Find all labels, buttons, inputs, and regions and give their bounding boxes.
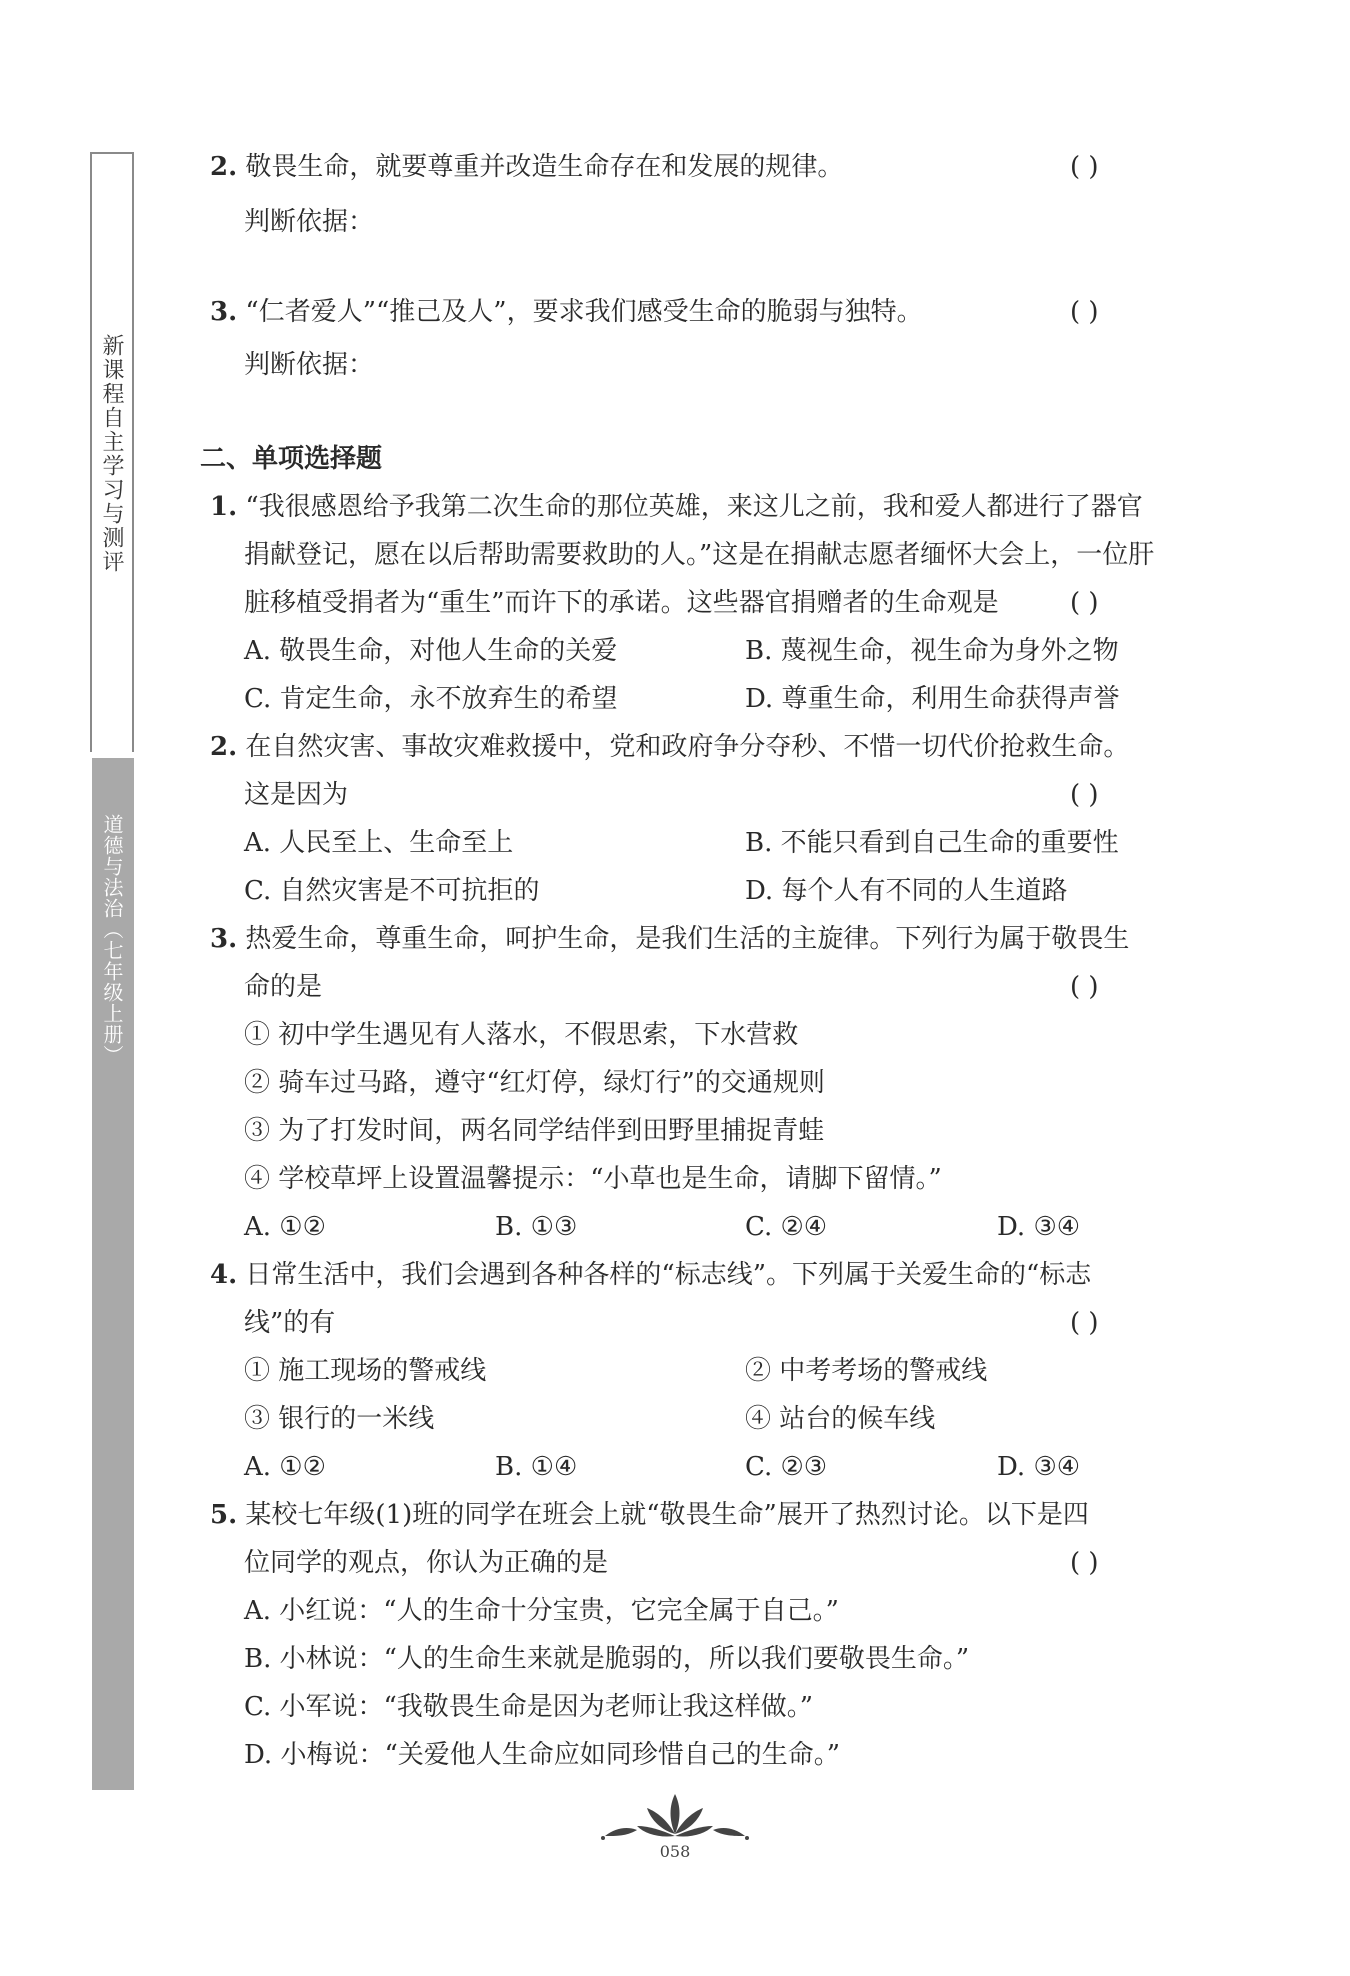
- subject-title: 道德与法治（七年级上册）: [100, 814, 124, 1066]
- question-text-line: 捐献登记，愿在以后帮助需要救助的人。”这是在捐献志愿者缅怀大会上，一位肝: [244, 540, 1155, 570]
- question-number: 3.: [210, 924, 238, 954]
- statement-4: ④ 学校草坪上设置温馨提示：“小草也是生命，请脚下留情。”: [244, 1164, 942, 1194]
- statement-1: ① 初中学生遇见有人落水，不假思索，下水营救: [244, 1020, 799, 1050]
- section-title: 二、单项选择题: [200, 444, 383, 474]
- statement-2: ② 骑车过马路，遵守“红灯停，绿灯行”的交通规则: [244, 1068, 825, 1098]
- sidebar-subject-tab: [92, 758, 134, 1790]
- option-a: A. ①②: [244, 1212, 326, 1242]
- option-c: C. 自然灾害是不可抗拒的: [244, 876, 540, 906]
- question-text: “仁者爱人”“推己及人”，要求我们感受生命的脆弱与独特。: [245, 297, 923, 327]
- option-a: A. 小红说：“人的生命十分宝贵，它完全属于自己。”: [244, 1596, 839, 1626]
- question-text-line: 命的是: [244, 972, 323, 1002]
- option-b: B. ①③: [495, 1212, 578, 1242]
- sidebar-book-title-tab: [90, 152, 134, 752]
- leaf-ornament-icon: [595, 1790, 755, 1844]
- option-c: C. ②③: [745, 1452, 828, 1482]
- option-c: C. 肯定生命，永不放弃生的希望: [244, 684, 618, 714]
- option-a: A. ①②: [244, 1452, 326, 1482]
- option-c: C. 小军说：“我敬畏生命是因为老师让我这样做。”: [244, 1692, 814, 1722]
- mc-question-1: [210, 490, 1143, 524]
- question-number: 2.: [210, 732, 238, 762]
- mc-question-2: [210, 730, 1129, 764]
- option-c: C. ②④: [745, 1212, 828, 1242]
- option-d: D. 每个人有不同的人生道路: [745, 876, 1068, 906]
- question-text: 敬畏生命，就要尊重并改造生命存在和发展的规律。: [245, 152, 844, 182]
- option-a: A. 人民至上、生命至上: [244, 828, 514, 858]
- question-text-line: 这是因为: [244, 780, 349, 810]
- option-b: B. ①④: [495, 1452, 578, 1482]
- question-number: 5.: [210, 1500, 238, 1530]
- question-text-line: 热爱生命，尊重生命，呵护生命，是我们生活的主旋律。下列行为属于敬畏生: [245, 924, 1130, 954]
- question-text-line: “我很感恩给予我第二次生命的那位英雄，来这儿之前，我和爱人都进行了器官: [245, 492, 1143, 522]
- page-number: 058: [659, 1842, 691, 1861]
- book-title: 新课程自主学习与测评: [99, 334, 124, 574]
- question-number: 1.: [210, 492, 238, 522]
- mc-question-3: [210, 922, 1129, 956]
- statement-2: ② 中考考场的警戒线: [745, 1356, 988, 1386]
- question-text-line: 线”的有: [244, 1308, 336, 1338]
- judgment-question-3: [210, 295, 923, 329]
- answer-parentheses: ( ): [1070, 297, 1099, 327]
- answer-parentheses: ( ): [1070, 1548, 1099, 1578]
- answer-parentheses: ( ): [1070, 780, 1099, 810]
- answer-parentheses: ( ): [1070, 972, 1099, 1002]
- question-text-line: 位同学的观点，你认为正确的是: [244, 1548, 609, 1578]
- option-d: D. 小梅说：“关爱他人生命应如同珍惜自己的生命。”: [244, 1740, 841, 1770]
- option-a: A. 敬畏生命，对他人生命的关爱: [244, 636, 618, 666]
- statement-4: ④ 站台的候车线: [745, 1404, 936, 1434]
- judgment-basis-label: 判断依据：: [244, 350, 375, 380]
- mc-question-4: [210, 1258, 1091, 1292]
- option-d: D. ③④: [997, 1452, 1081, 1482]
- judgment-question-2: [210, 150, 843, 184]
- answer-parentheses: ( ): [1070, 1308, 1099, 1338]
- option-b: B. 不能只看到自己生命的重要性: [745, 828, 1119, 858]
- answer-parentheses: ( ): [1070, 588, 1099, 618]
- question-text-line: 在自然灾害、事故灾难救援中，党和政府争分夺秒、不惜一切代价抢救生命。: [245, 732, 1130, 762]
- question-text-line: 某校七年级(1)班的同学在班会上就“敬畏生命”展开了热烈讨论。以下是四: [245, 1500, 1089, 1530]
- statement-3: ③ 为了打发时间，两名同学结伴到田野里捕捉青蛙: [244, 1116, 825, 1146]
- question-number: 2.: [210, 152, 238, 182]
- option-d: D. ③④: [997, 1212, 1081, 1242]
- option-d: D. 尊重生命，利用生命获得声誉: [745, 684, 1120, 714]
- statement-1: ① 施工现场的警戒线: [244, 1356, 487, 1386]
- judgment-basis-label: 判断依据：: [244, 207, 375, 237]
- mc-question-5: [210, 1498, 1089, 1532]
- question-text-line: 脏移植受捐者为“重生”而许下的承诺。这些器官捐赠者的生命观是: [244, 588, 999, 618]
- statement-3: ③ 银行的一米线: [244, 1404, 435, 1434]
- question-number: 3.: [210, 297, 238, 327]
- answer-parentheses: ( ): [1070, 152, 1099, 182]
- option-b: B. 小林说：“人的生命生来就是脆弱的，所以我们要敬畏生命。”: [244, 1644, 970, 1674]
- option-b: B. 蔑视生命，视生命为身外之物: [745, 636, 1119, 666]
- question-number: 4.: [210, 1260, 238, 1290]
- question-text-line: 日常生活中，我们会遇到各种各样的“标志线”。下列属于关爱生命的“标志: [245, 1260, 1092, 1290]
